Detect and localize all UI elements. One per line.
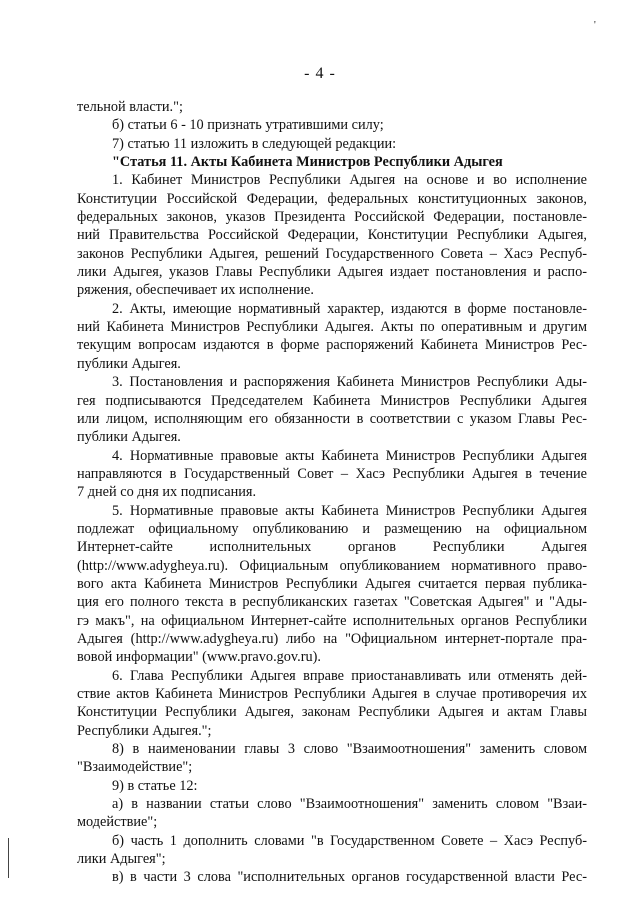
text-line: законов Республики Адыгея, решений Государственного Совета – Хасэ Респуб-	[77, 245, 587, 262]
text-line: гэ макъ", на официальном Интернет-сайте исполнительных органов Республики	[77, 612, 587, 629]
text-line: модействие";	[77, 814, 158, 831]
text-line: ция его полного текста в республиканских газетах "Советская Адыгея" и "Ады-	[77, 594, 587, 611]
page-number: - 4 -	[304, 65, 336, 82]
scan-margin-mark	[8, 838, 9, 878]
text-line: лики Адыгея, указов Главы Республики Адыгея издает постановления и распо-	[77, 264, 587, 281]
text-line: б) часть 1 дополнить словами "в Государственном Совете – Хасэ Респуб-	[112, 832, 587, 849]
text-line: вовой информации" (www.pravo.gov.ru).	[77, 649, 321, 666]
text-line: публики Адыгея.	[77, 355, 181, 372]
text-line: лики Адыгея";	[77, 851, 166, 868]
text-line: (http://www.adygheya.ru). Официальным опубликованием нормативного право-	[77, 557, 587, 574]
text-line: 3. Постановления и распоряжения Кабинета Министров Республики Ады-	[112, 374, 587, 391]
text-line: в) в части 3 слова "исполнительных органов государственной власти Рес-	[112, 869, 587, 886]
text-line: 1. Кабинет Министров Республики Адыгея на основе и во исполнение	[112, 172, 587, 189]
text-line: публики Адыгея.	[77, 429, 181, 446]
text-line: ний Кабинета Министров Республики Адыгея. Акты по оперативным и другим	[77, 319, 587, 336]
text-line: 9) в статье 12:	[112, 777, 198, 794]
scan-speck: '	[594, 20, 596, 31]
text-line: б) статьи 6 - 10 признать утратившими силу;	[112, 117, 384, 134]
text-line: "Взаимодействие";	[77, 759, 193, 776]
text-line: гея подписываются Председателем Кабинета Министров Республики Адыгея	[77, 392, 587, 409]
text-line: Конституции Республики Адыгея, законам Республики Адыгея и актам Главы	[77, 704, 587, 721]
text-line: 5. Нормативные правовые акты Кабинета Министров Республики Адыгея	[112, 502, 587, 519]
text-line: вого акта Кабинета Министров Республики Адыгея считается первая публика-	[77, 575, 587, 592]
text-line: тельной власти.";	[77, 99, 183, 115]
text-line: ний Правительства Российской Федерации, Конституции Республики Адыгея,	[77, 227, 587, 244]
text-line: подлежат официальному опубликованию и размещению на официальном	[77, 520, 587, 537]
text-line: ствие актов Кабинета Министров Республики Адыгея в случае противоречия их	[77, 686, 587, 702]
text-line: 8) в наименовании главы 3 слово "Взаимоотношения" заменить словом	[112, 741, 587, 758]
text-line: Интернет-сайте исполнительных органов Республики Адыгея	[77, 539, 587, 556]
text-line: или лицом, исполняющим его обязанности в соответствии с указом Главы Рес-	[77, 410, 587, 427]
text-line: 4. Нормативные правовые акты Кабинета Министров Республики Адыгея	[112, 447, 587, 464]
text-line: а) в названии статьи слово "Взаимоотношения" заменить словом "Взаи-	[112, 796, 587, 813]
text-line: 6. Глава Республики Адыгея вправе приостанавливать или отменять дей-	[112, 667, 587, 684]
text-line: Конституции Российской Федерации, федеральных конституционных законов,	[77, 190, 587, 207]
text-line: текущим вопросам издаются в форме распоряжений Кабинета Министров Рес-	[77, 337, 587, 354]
document-body	[77, 98, 587, 887]
text-line: Адыгея (http://www.adygheya.ru) либо на "Официальном интернет-портале пра-	[77, 630, 587, 647]
text-line: Республики Адыгея.";	[77, 722, 212, 739]
article-heading: "Статья 11. Акты Кабинета Министров Республики Адыгея	[112, 154, 503, 171]
text-line: федеральных законов, указов Президента Российской Федерации, постановле-	[77, 209, 587, 226]
text-line: 7) статью 11 изложить в следующей редакции:	[112, 135, 397, 152]
text-line: 2. Акты, имеющие нормативный характер, издаются в форме постановле-	[112, 300, 587, 317]
text-line: ряжения, обеспечивает их исполнение.	[77, 282, 314, 299]
text-line: направляются в Государственный Совет – Хасэ Республики Адыгея в течение	[77, 465, 587, 482]
text-line: 7 дней со дня их подписания.	[77, 484, 257, 501]
